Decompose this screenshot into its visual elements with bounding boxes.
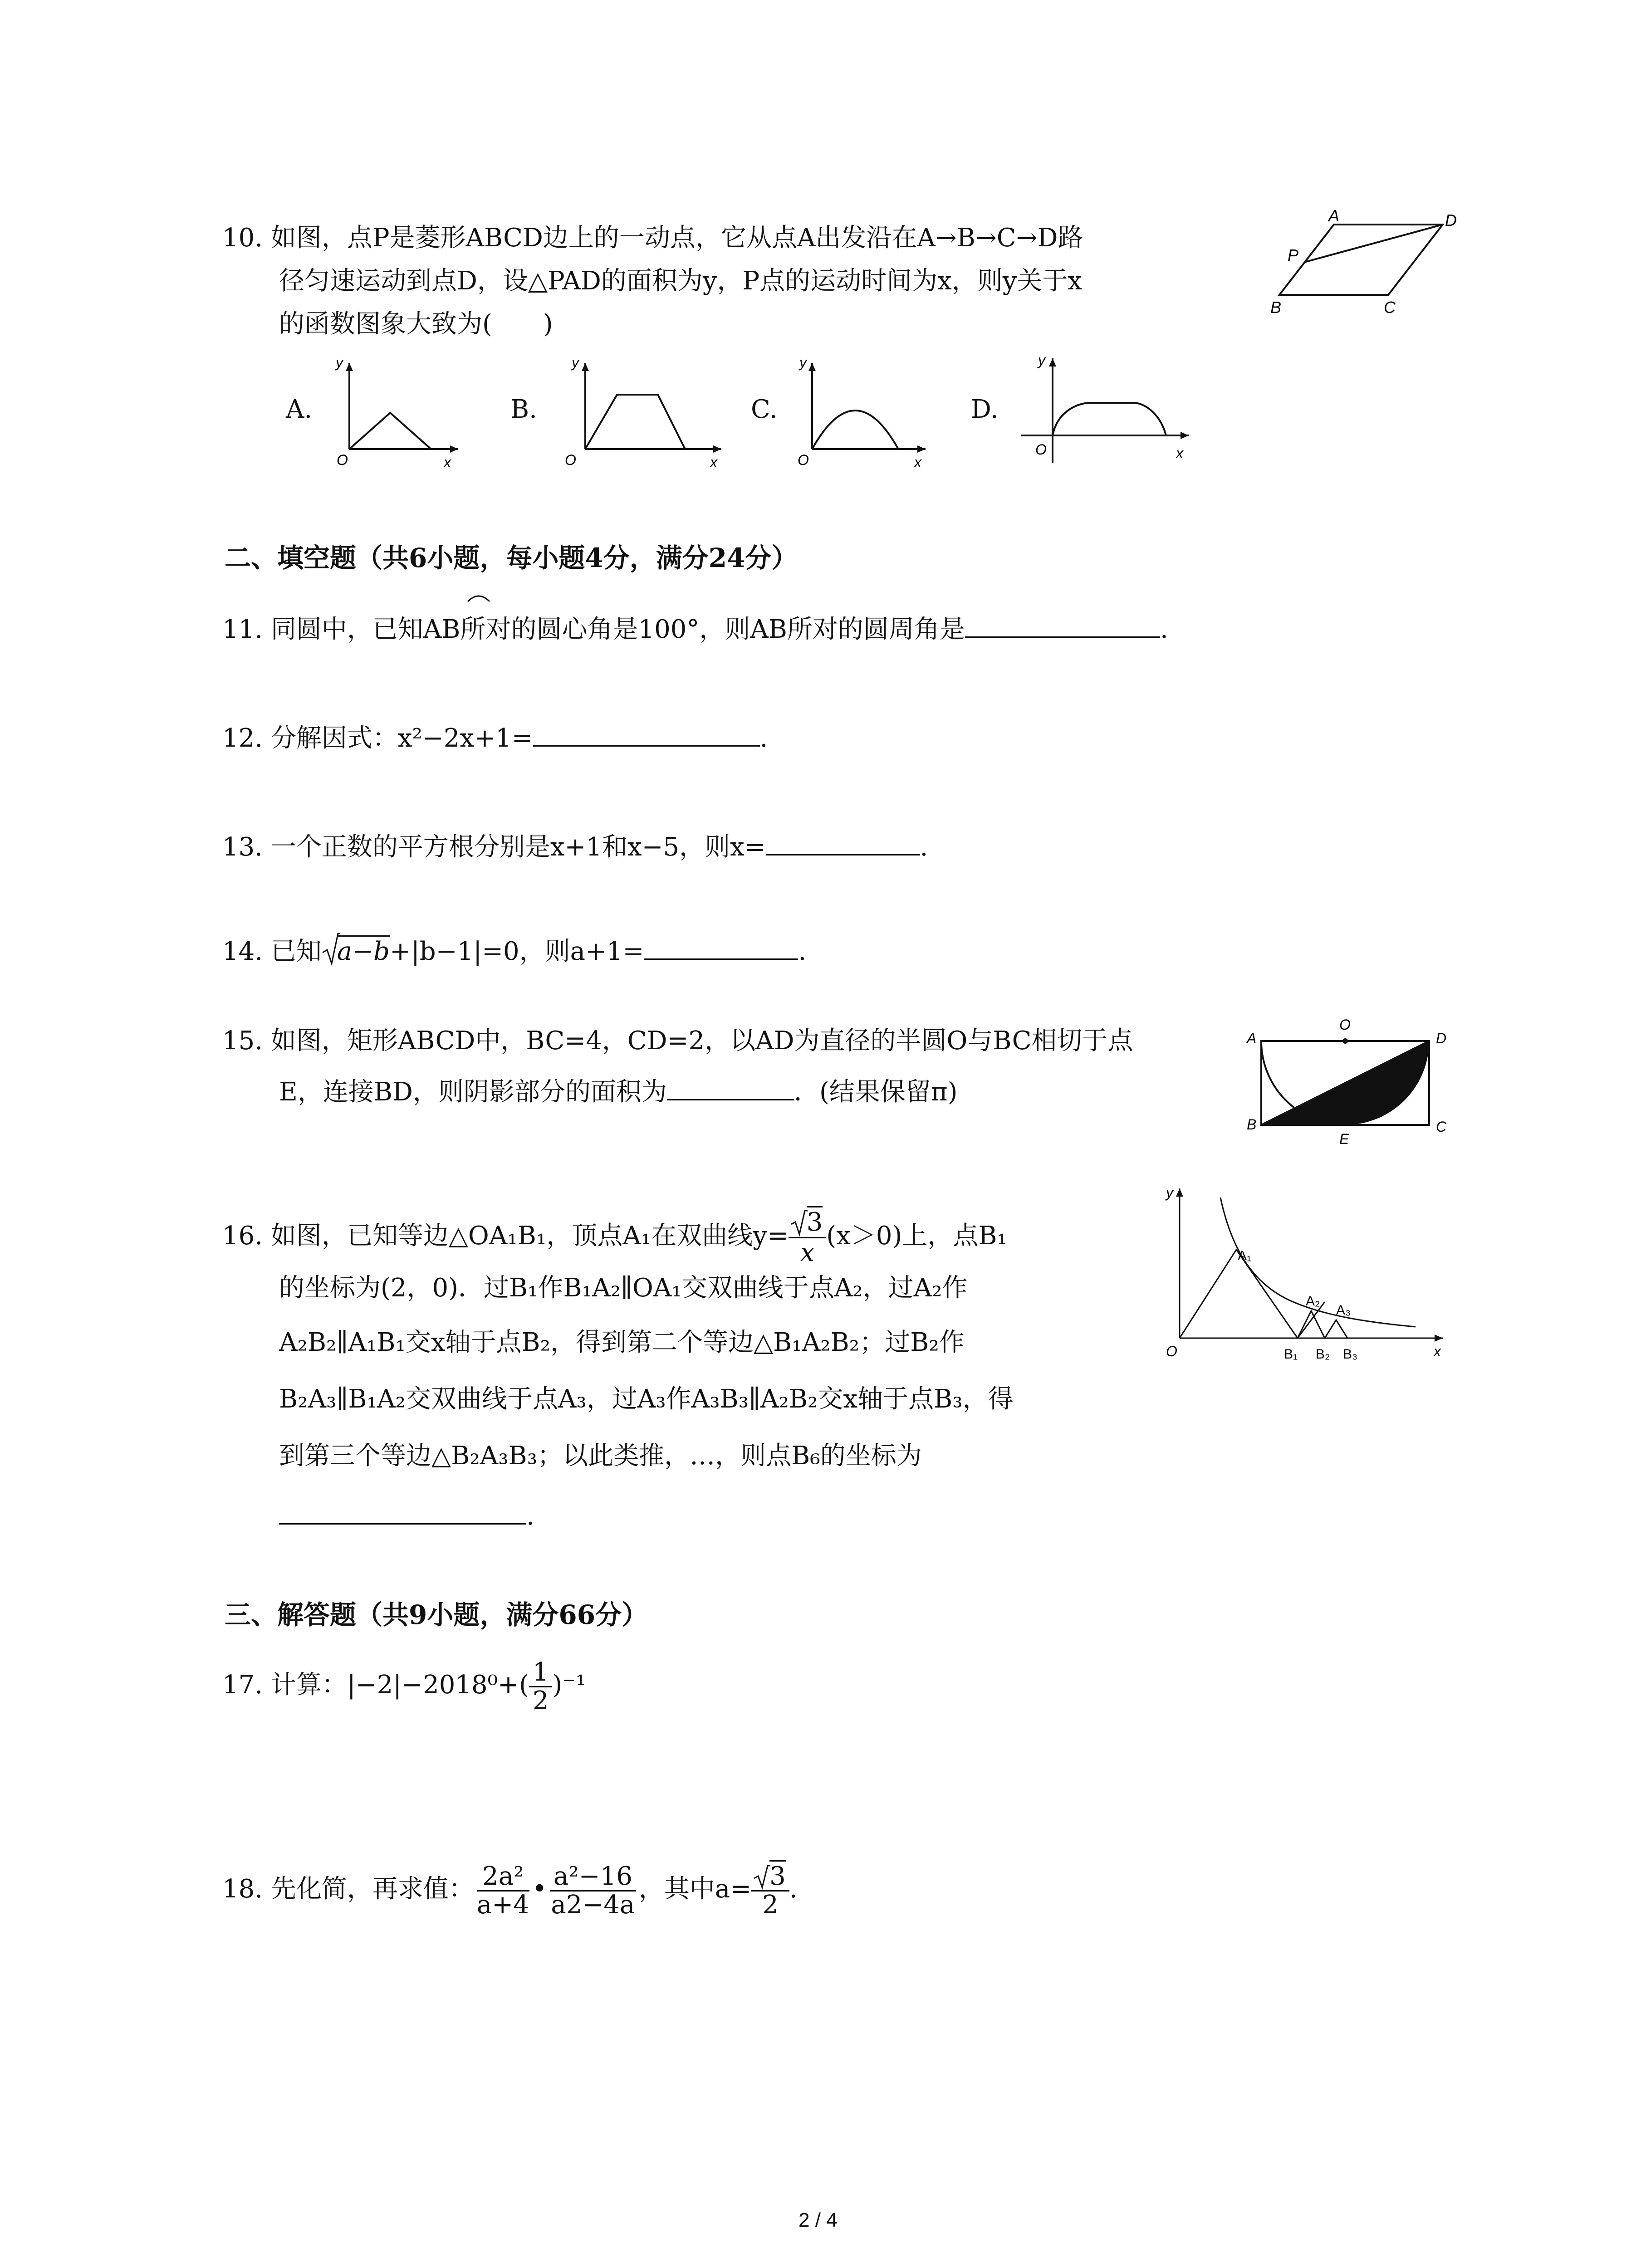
q16-fraction <box>789 1208 827 1267</box>
semicircle-label-o: O <box>1339 1017 1351 1033</box>
q13-answer-blank[interactable] <box>766 828 920 855</box>
q13-body: 13. 一个正数的平方根分别是x+1和x−5，则x= <box>222 832 766 862</box>
q14-answer-blank[interactable] <box>644 932 798 960</box>
sqrt-radicand: a−b <box>337 935 390 966</box>
rhombus-figure <box>1270 204 1497 322</box>
q11-answer-blank[interactable] <box>965 610 1160 638</box>
q16-line1 <box>222 1202 1007 1270</box>
option-c-y: y <box>799 354 807 371</box>
hyperbola-figure <box>1161 1179 1452 1379</box>
q18-mid: ，其中a= <box>638 1874 752 1904</box>
q15-line1: 15. 如图，矩形ABCD中，BC=4，CD=2，以AD为直径的半圆O与BC相切于点 <box>222 1026 1133 1056</box>
q11-text <box>222 610 1168 648</box>
option-c-letter[interactable]: C. <box>751 395 778 424</box>
page-number: 2 / 4 <box>798 2209 838 2231</box>
q14-post: +|b−1|=0，则a+1= <box>390 937 644 966</box>
q16-answer-blank[interactable] <box>279 1497 526 1525</box>
q13-text <box>222 828 928 865</box>
q16-frac-den: x <box>800 1238 815 1267</box>
q15-line2 <box>279 1073 957 1110</box>
hyperbola-label-a1: A₁ <box>1238 1248 1252 1263</box>
hyperbola-label-a2: A₂ <box>1306 1294 1320 1309</box>
option-a-origin: O <box>337 452 348 468</box>
hyperbola-label-b3: B₃ <box>1343 1347 1358 1362</box>
hyperbola-label-a3: A₃ <box>1336 1303 1351 1318</box>
q16-answer-line <box>279 1497 534 1535</box>
semicircle-label-b: B <box>1247 1116 1257 1133</box>
sqrt-icon <box>322 931 340 967</box>
q17-post: )⁻¹ <box>552 1670 586 1700</box>
option-b-graph[interactable] <box>549 354 730 472</box>
sqrt-icon <box>754 1863 770 1890</box>
q14-pre: 14. 已知 <box>222 937 322 966</box>
q15-line2a: E，连接BD，则阴影部分的面积为 <box>279 1077 667 1107</box>
option-b-x: x <box>710 454 717 470</box>
q11-end: . <box>1160 615 1168 644</box>
q13-end: . <box>920 832 928 862</box>
option-d-graph[interactable] <box>1016 349 1198 467</box>
q18-f2-num: a²−16 <box>550 1863 636 1892</box>
section-3-title: 三、解答题（共9小题，满分66分） <box>225 1599 648 1630</box>
semicircle-figure <box>1243 1016 1456 1148</box>
option-d-y: y <box>1038 352 1045 368</box>
q10-line2: 径匀速运动到点D，设△PAD的面积为y，P点的运动时间为x，则y关于x <box>279 266 1082 296</box>
q18-end: . <box>789 1874 798 1904</box>
q18-f1-den: a+4 <box>476 1890 529 1920</box>
q18-fraction-1 <box>477 1863 529 1919</box>
option-b-letter[interactable]: B. <box>510 395 537 424</box>
q18-f2-den: a2−4a <box>551 1890 635 1920</box>
q10-line1: 10. 如图，点P是菱形ABCD边上的一动点，它从点A出发沿在A→B→C→D路 <box>222 223 1083 253</box>
q11-body: 11. 同圆中，已知AB所对的圆心角是100°，则AB所对的圆周角是 <box>222 615 965 644</box>
q17-fraction <box>529 1659 553 1715</box>
arc-symbol-icon <box>465 591 492 604</box>
option-c-origin: O <box>798 452 809 468</box>
q18-pre: 18. 先化简，再求值： <box>222 1874 474 1904</box>
semicircle-label-e: E <box>1339 1131 1349 1147</box>
q10-line3: 的函数图象大致为( ) <box>279 309 553 339</box>
hyperbola-y: y <box>1166 1184 1173 1201</box>
rhombus-label-p: P <box>1288 246 1299 264</box>
option-a-x: x <box>444 454 451 470</box>
q17-text <box>222 1656 586 1715</box>
option-d-letter[interactable]: D. <box>971 395 999 424</box>
rhombus-label-c: C <box>1384 298 1396 317</box>
option-b-origin: O <box>565 452 576 468</box>
q12-body: 12. 分解因式：x²−2x+1= <box>222 723 533 753</box>
semicircle-label-d: D <box>1436 1030 1447 1046</box>
section-2-title: 二、填空题（共6小题，每小题4分，满分24分） <box>225 543 798 573</box>
q15-line2b: ．(结果保留π) <box>794 1077 958 1107</box>
q14-text <box>222 932 806 970</box>
q16-line4: B₂A₃∥B₁A₂交双曲线于点A₃，过A₃作A₃B₃∥A₂B₂交x轴于点B₃，得 <box>279 1384 1014 1414</box>
q16-end: . <box>526 1501 534 1531</box>
option-a-graph[interactable] <box>327 354 463 472</box>
q12-text <box>222 719 768 757</box>
q17-pre: 17. 计算：|−2|−2018⁰+( <box>222 1670 529 1700</box>
q12-end: . <box>759 723 768 753</box>
q17-den: 2 <box>532 1686 549 1716</box>
q16-line5: 到第三个等边△B₂A₃B₃；以此类推，…，则点B₆的坐标为 <box>279 1441 922 1471</box>
sqrt-expression <box>322 934 390 970</box>
option-d-x: x <box>1176 445 1183 461</box>
q16-frac-num: 3 <box>807 1206 823 1237</box>
semicircle-label-a: A <box>1247 1030 1257 1046</box>
option-c-x: x <box>914 454 921 470</box>
q18-fraction-3 <box>751 1863 789 1919</box>
q14-end: . <box>798 937 807 966</box>
rhombus-label-a: A <box>1328 206 1340 225</box>
sqrt-icon <box>791 1208 808 1237</box>
q16-line2: 的坐标为(2，0)．过B₁作B₁A₂∥OA₁交双曲线于点A₂，过A₂作 <box>279 1273 968 1303</box>
q18-text <box>222 1857 798 1921</box>
option-a-y: y <box>336 354 343 371</box>
q16-line3: A₂B₂∥A₁B₁交x轴于点B₂，得到第二个等边△B₁A₂B₂；过B₂作 <box>279 1328 965 1357</box>
option-a-letter[interactable]: A. <box>286 395 313 424</box>
semicircle-label-c: C <box>1436 1119 1447 1135</box>
q18-f1-num: 2a² <box>477 1863 529 1892</box>
rhombus-label-d: D <box>1445 211 1457 230</box>
hyperbola-label-b2: B₂ <box>1316 1347 1330 1362</box>
q16-line1a: 16. 如图，已知等边△OA₁B₁，顶点A₁在双曲线y= <box>222 1221 789 1251</box>
q18-f3-num: 3 <box>769 1860 786 1891</box>
hyperbola-x: x <box>1434 1343 1441 1359</box>
option-b-y: y <box>572 354 579 371</box>
q15-answer-blank[interactable] <box>667 1073 794 1100</box>
q18-f3-den: 2 <box>762 1890 779 1920</box>
q18-dot: • <box>532 1874 547 1904</box>
q16-line1b: (x＞0)上，点B₁ <box>826 1221 1007 1251</box>
hyperbola-label-b1: B₁ <box>1284 1347 1298 1362</box>
hyperbola-origin: O <box>1166 1343 1177 1359</box>
q18-fraction-2 <box>550 1863 636 1919</box>
q12-answer-blank[interactable] <box>533 719 760 747</box>
q17-num: 1 <box>529 1659 553 1687</box>
rhombus-label-b: B <box>1270 298 1282 317</box>
option-d-origin: O <box>1035 441 1047 458</box>
option-c-graph[interactable] <box>785 354 935 472</box>
